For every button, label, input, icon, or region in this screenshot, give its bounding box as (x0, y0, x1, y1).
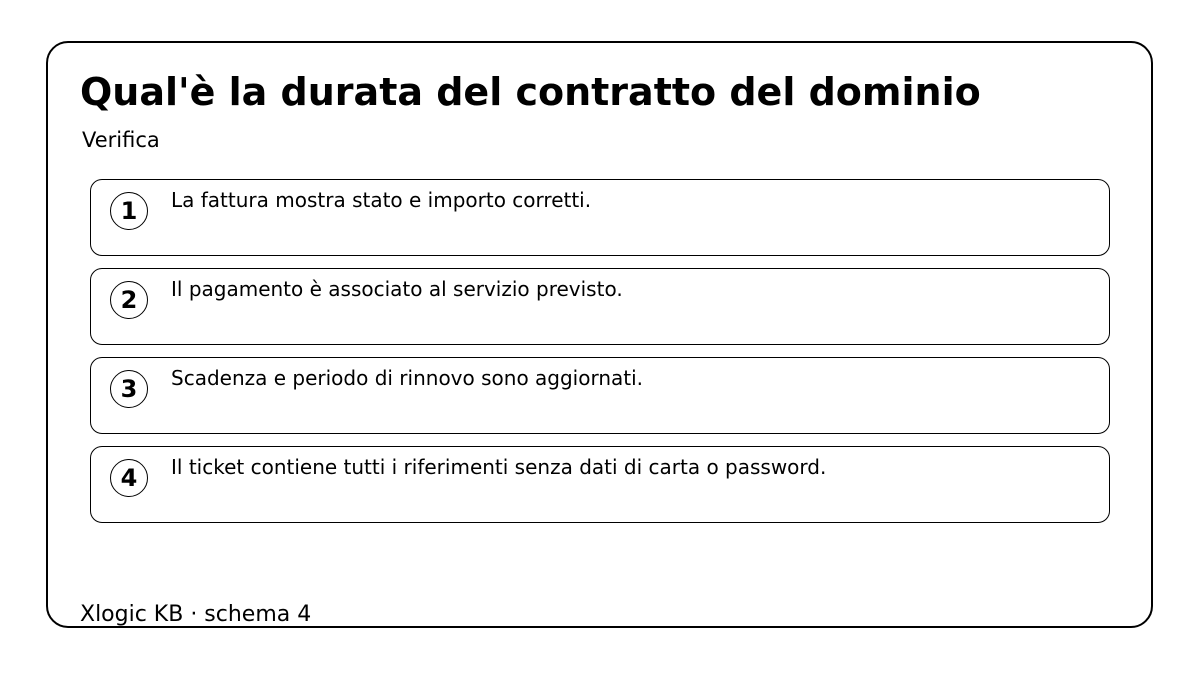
step-text: Il pagamento è associato al servizio previsto. (171, 277, 623, 301)
step-number-badge: 1 (110, 192, 148, 230)
step-list (90, 179, 1110, 535)
diagram-title: Qual'è la durata del contratto del dominio (80, 70, 981, 114)
step-number-badge: 3 (110, 370, 148, 408)
step-number-badge: 2 (110, 281, 148, 319)
step-box-3 (90, 357, 1110, 434)
step-number-badge: 4 (110, 459, 148, 497)
step-box-4 (90, 446, 1110, 523)
step-text: Il ticket contiene tutti i riferimenti senza dati di carta o password. (171, 455, 827, 479)
footer-caption: Xlogic KB · schema 4 (80, 602, 312, 627)
step-text: La fattura mostra stato e importo corretti. (171, 188, 592, 212)
step-box-2 (90, 268, 1110, 345)
step-box-1 (90, 179, 1110, 256)
diagram-subtitle: Verifica (82, 128, 160, 152)
step-text: Scadenza e periodo di rinnovo sono aggiornati. (171, 366, 644, 390)
